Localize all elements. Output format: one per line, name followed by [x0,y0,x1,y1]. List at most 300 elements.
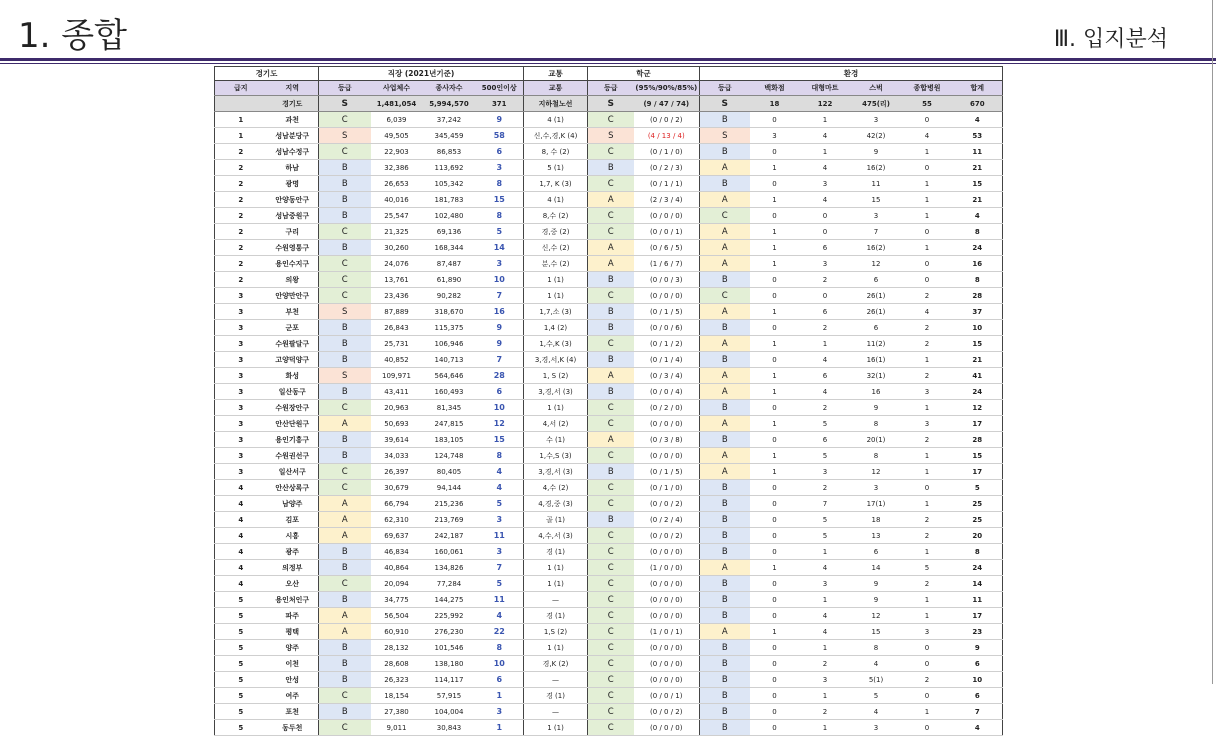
cell-school-grade: C [588,496,634,512]
slide-title: 1. 종합 [18,16,127,56]
cell-starbucks: 14 [851,560,902,576]
cell-tier: 3 [215,432,267,448]
group-header-row [215,67,1003,81]
cell-dept-store: 1 [750,192,800,208]
cell-employees: 105,342 [423,176,476,192]
cell-tier [215,96,267,112]
cell-employees: 160,493 [423,384,476,400]
cell-employees: 37,242 [423,112,476,128]
cell-dept-store: 0 [750,144,800,160]
cell-school-ratio: (0 / 0 / 3) [634,272,700,288]
cell-tier: 3 [215,352,267,368]
cell-mart: 4 [800,384,851,400]
cell-mart: 1 [800,544,851,560]
cell-work-grade: C [319,144,371,160]
cell-mart: 2 [800,480,851,496]
cell-transport: 경 (1) [524,688,588,704]
cell-work-grade: B [319,384,371,400]
cell-businesses: 28,608 [371,656,423,672]
cell-mart: 3 [800,576,851,592]
cell-school-ratio: (0 / 1 / 2) [634,336,700,352]
cell-work-grade: B [319,544,371,560]
cell-hospital: 1 [902,448,953,464]
group-gyeonggi: 경기도 [215,67,319,81]
cell-500plus: 3 [476,160,524,176]
cell-work-grade: C [319,272,371,288]
cell-employees: 183,105 [423,432,476,448]
cell-env-grade: B [700,480,750,496]
cell-env-grade: B [700,272,750,288]
cell-tier: 4 [215,480,267,496]
cell-businesses: 9,011 [371,720,423,736]
cell-school-ratio: (9 / 47 / 74) [634,96,700,112]
cell-hospital: 1 [902,208,953,224]
col-starbucks: 스벅 [851,81,902,96]
cell-500plus: 371 [476,96,524,112]
cell-mart: 6 [800,304,851,320]
cell-dept-store: 1 [750,160,800,176]
cell-dept-store: 1 [750,560,800,576]
cell-employees: 247,815 [423,416,476,432]
cell-500plus: 10 [476,656,524,672]
table-row [215,544,1003,560]
cell-dept-store: 1 [750,368,800,384]
cell-school-ratio: (0 / 2 / 4) [634,512,700,528]
cell-hospital: 2 [902,288,953,304]
cell-school-grade: C [588,544,634,560]
cell-employees: 140,713 [423,352,476,368]
cell-total: 11 [953,592,1003,608]
cell-hospital: 1 [902,608,953,624]
cell-businesses: 39,614 [371,432,423,448]
cell-hospital: 1 [902,704,953,720]
cell-school-ratio: (1 / 0 / 0) [634,560,700,576]
cell-work-grade: B [319,160,371,176]
cell-mart: 4 [800,352,851,368]
table-row [215,624,1003,640]
cell-work-grade: A [319,496,371,512]
cell-school-grade: C [588,720,634,736]
cell-starbucks: 26(1) [851,288,902,304]
cell-dept-store: 0 [750,704,800,720]
header-rule-thin [0,63,1216,64]
cell-mart: 7 [800,496,851,512]
table-row [215,608,1003,624]
cell-mart: 5 [800,512,851,528]
cell-mart: 5 [800,528,851,544]
cell-env-grade: B [700,112,750,128]
cell-transport: 골 (1) [524,512,588,528]
col-work-grade: 등급 [319,81,371,96]
cell-businesses: 1,481,054 [371,96,423,112]
cell-school-ratio: (0 / 1 / 0) [634,480,700,496]
cell-starbucks: 32(1) [851,368,902,384]
summary-table-wrap [214,66,1002,736]
cell-employees: 61,890 [423,272,476,288]
cell-total: 17 [953,416,1003,432]
cell-dept-store: 1 [750,336,800,352]
cell-transport: 신,수,경,K (4) [524,128,588,144]
cell-school-ratio: (0 / 1 / 0) [634,144,700,160]
cell-mart: 2 [800,656,851,672]
cell-500plus: 9 [476,320,524,336]
table-row [215,384,1003,400]
cell-500plus: 8 [476,640,524,656]
cell-starbucks: 9 [851,144,902,160]
cell-env-grade: C [700,288,750,304]
table-row [215,720,1003,736]
cell-dept-store: 0 [750,176,800,192]
cell-tier: 5 [215,688,267,704]
cell-school-ratio: (0 / 1 / 5) [634,304,700,320]
cell-work-grade: B [319,320,371,336]
table-row [215,688,1003,704]
table-row [215,656,1003,672]
cell-env-grade: B [700,496,750,512]
cell-hospital: 2 [902,512,953,528]
cell-transport: 수 (1) [524,432,588,448]
cell-500plus: 22 [476,624,524,640]
table-row [215,672,1003,688]
cell-employees: 106,946 [423,336,476,352]
cell-env-grade: A [700,448,750,464]
cell-starbucks: 3 [851,208,902,224]
cell-employees: 276,230 [423,624,476,640]
cell-transport: 1 (1) [524,576,588,592]
cell-school-grade: C [588,672,634,688]
cell-tier: 5 [215,720,267,736]
cell-dept-store: 18 [750,96,800,112]
cell-region: 일산동구 [267,384,319,400]
cell-businesses: 20,963 [371,400,423,416]
table-row [215,192,1003,208]
cell-region: 남양주 [267,496,319,512]
cell-dept-store: 0 [750,208,800,224]
cell-employees: 215,236 [423,496,476,512]
cell-total: 20 [953,528,1003,544]
cell-school-ratio: (0 / 0 / 0) [634,544,700,560]
cell-starbucks: 13 [851,528,902,544]
cell-transport: 4,수,서 (3) [524,528,588,544]
cell-500plus: 16 [476,304,524,320]
table-row [215,432,1003,448]
cell-school-ratio: (0 / 0 / 0) [634,448,700,464]
cell-businesses: 56,504 [371,608,423,624]
cell-hospital: 0 [902,688,953,704]
cell-transport: 5 (1) [524,160,588,176]
cell-school-grade: C [588,176,634,192]
cell-500plus: 8 [476,176,524,192]
cell-work-grade: B [319,448,371,464]
cell-work-grade: C [319,112,371,128]
cell-dept-store: 0 [750,656,800,672]
cell-businesses: 34,775 [371,592,423,608]
section-label: Ⅲ. 입지분석 [1053,27,1168,52]
cell-school-ratio: (0 / 0 / 0) [634,720,700,736]
cell-mart: 1 [800,112,851,128]
cell-total: 21 [953,160,1003,176]
cell-dept-store: 0 [750,288,800,304]
cell-total: 14 [953,576,1003,592]
cell-dept-store: 0 [750,592,800,608]
cell-employees: 318,670 [423,304,476,320]
cell-employees: 181,783 [423,192,476,208]
cell-region: 용인수지구 [267,256,319,272]
cell-region: 수원팔달구 [267,336,319,352]
cell-work-grade: C [319,720,371,736]
cell-env-grade: B [700,704,750,720]
cell-starbucks: 6 [851,544,902,560]
cell-work-grade: C [319,576,371,592]
cell-region: 안양만안구 [267,288,319,304]
cell-region: 광명 [267,176,319,192]
cell-starbucks: 16(2) [851,240,902,256]
cell-total: 10 [953,320,1003,336]
cell-dept-store: 0 [750,640,800,656]
cell-dept-store: 1 [750,624,800,640]
cell-hospital: 2 [902,368,953,384]
cell-hospital: 1 [902,352,953,368]
cell-tier: 4 [215,496,267,512]
cell-mart: 1 [800,144,851,160]
cell-school-grade: C [588,400,634,416]
cell-total: 16 [953,256,1003,272]
table-row [215,416,1003,432]
cell-school-grade: S [588,128,634,144]
cell-region: 구리 [267,224,319,240]
cell-starbucks: 16(2) [851,160,902,176]
cell-500plus: 3 [476,704,524,720]
col-employees: 종사자수 [423,81,476,96]
cell-hospital: 1 [902,144,953,160]
cell-employees: 80,405 [423,464,476,480]
cell-transport: 1,4 (2) [524,320,588,336]
cell-500plus: 5 [476,224,524,240]
cell-500plus: 9 [476,336,524,352]
col-tier: 급지 [215,81,267,96]
cell-hospital: 1 [902,496,953,512]
cell-tier: 3 [215,416,267,432]
cell-dept-store: 1 [750,256,800,272]
col-mart: 대형마트 [800,81,851,96]
cell-hospital: 1 [902,240,953,256]
cell-region: 과천 [267,112,319,128]
cell-school-ratio: (0 / 1 / 1) [634,176,700,192]
col-dept-store: 백화점 [750,81,800,96]
cell-employees: 90,282 [423,288,476,304]
table-row [215,528,1003,544]
cell-mart: 1 [800,592,851,608]
cell-dept-store: 3 [750,128,800,144]
cell-work-grade: A [319,608,371,624]
cell-region: 안산상록구 [267,480,319,496]
cell-tier: 5 [215,672,267,688]
cell-env-grade: B [700,400,750,416]
cell-env-grade: B [700,608,750,624]
cell-work-grade: B [319,672,371,688]
cell-mart: 1 [800,640,851,656]
cell-businesses: 40,016 [371,192,423,208]
cell-dept-store: 1 [750,464,800,480]
cell-dept-store: 0 [750,528,800,544]
header-rule [0,58,1216,61]
cell-work-grade: C [319,256,371,272]
cell-500plus: 3 [476,544,524,560]
cell-dept-store: 1 [750,416,800,432]
cell-hospital: 2 [902,336,953,352]
cell-hospital: 55 [902,96,953,112]
cell-hospital: 2 [902,576,953,592]
cell-dept-store: 0 [750,272,800,288]
cell-region: 수원영통구 [267,240,319,256]
cell-starbucks: 9 [851,400,902,416]
cell-mart: 3 [800,672,851,688]
cell-transport: 1 (1) [524,560,588,576]
cell-dept-store: 1 [750,384,800,400]
col-env-grade: 등급 [700,81,750,96]
cell-school-grade: C [588,592,634,608]
cell-work-grade: A [319,528,371,544]
cell-transport: 1 (1) [524,288,588,304]
cell-businesses: 18,154 [371,688,423,704]
cell-school-ratio: (4 / 13 / 4) [634,128,700,144]
cell-starbucks: 5 [851,688,902,704]
cell-500plus: 6 [476,672,524,688]
cell-transport: — [524,672,588,688]
cell-businesses: 22,903 [371,144,423,160]
table-row [215,336,1003,352]
cell-school-ratio: (0 / 0 / 4) [634,384,700,400]
cell-tier: 4 [215,512,267,528]
cell-500plus: 1 [476,688,524,704]
cell-env-grade: B [700,656,750,672]
cell-500plus: 4 [476,608,524,624]
cell-hospital: 0 [902,480,953,496]
cell-tier: 4 [215,576,267,592]
cell-work-grade: B [319,704,371,720]
cell-region: 평택 [267,624,319,640]
table-row [215,464,1003,480]
cell-total: 17 [953,608,1003,624]
cell-starbucks: 11(2) [851,336,902,352]
cell-work-grade: B [319,192,371,208]
cell-region: 시흥 [267,528,319,544]
cell-school-grade: C [588,224,634,240]
cell-env-grade: A [700,192,750,208]
cell-transport: 3,경,서 (3) [524,464,588,480]
cell-env-grade: B [700,528,750,544]
cell-hospital: 1 [902,192,953,208]
cell-school-grade: C [588,576,634,592]
cell-school-ratio: (0 / 2 / 0) [634,400,700,416]
table-row [215,240,1003,256]
cell-mart: 3 [800,256,851,272]
cell-region: 파주 [267,608,319,624]
cell-total: 4 [953,208,1003,224]
cell-businesses: 24,076 [371,256,423,272]
table-row [215,480,1003,496]
cell-mart: 4 [800,160,851,176]
cell-school-grade: C [588,336,634,352]
cell-hospital: 0 [902,656,953,672]
cell-employees: 69,136 [423,224,476,240]
cell-region: 화성 [267,368,319,384]
cell-hospital: 1 [902,176,953,192]
cell-500plus: 1 [476,720,524,736]
cell-500plus: 7 [476,288,524,304]
cell-starbucks: 9 [851,576,902,592]
cell-starbucks: 8 [851,640,902,656]
table-row [215,128,1003,144]
cell-businesses: 20,094 [371,576,423,592]
cell-businesses: 25,731 [371,336,423,352]
cell-hospital: 0 [902,272,953,288]
cell-env-grade: B [700,320,750,336]
table-row [215,256,1003,272]
cell-500plus: 10 [476,272,524,288]
cell-starbucks: 3 [851,112,902,128]
cell-mart: 3 [800,464,851,480]
cell-dept-store: 0 [750,496,800,512]
cell-total: 670 [953,96,1003,112]
table-row [215,208,1003,224]
cell-starbucks: 18 [851,512,902,528]
cell-total: 12 [953,400,1003,416]
cell-work-grade: B [319,176,371,192]
cell-total: 37 [953,304,1003,320]
cell-500plus: 4 [476,464,524,480]
cell-school-grade: C [588,624,634,640]
cell-500plus: 12 [476,416,524,432]
cell-starbucks: 17(1) [851,496,902,512]
cell-total: 25 [953,496,1003,512]
cell-school-ratio: (1 / 0 / 1) [634,624,700,640]
cell-hospital: 0 [902,224,953,240]
cell-work-grade: B [319,336,371,352]
table-row [215,272,1003,288]
cell-500plus: 6 [476,384,524,400]
cell-region: 성남중원구 [267,208,319,224]
cell-starbucks: 4 [851,656,902,672]
cell-tier: 5 [215,592,267,608]
cell-school-ratio: (0 / 0 / 0) [634,656,700,672]
cell-work-grade: C [319,688,371,704]
cell-dept-store: 0 [750,544,800,560]
cell-dept-store: 0 [750,672,800,688]
cell-env-grade: A [700,384,750,400]
cell-businesses: 30,260 [371,240,423,256]
cell-dept-store: 0 [750,576,800,592]
col-transport: 교통 [524,81,588,96]
cell-work-grade: A [319,512,371,528]
cell-school-ratio: (0 / 0 / 6) [634,320,700,336]
cell-work-grade: B [319,592,371,608]
cell-env-grade: C [700,208,750,224]
cell-school-ratio: (0 / 0 / 2) [634,112,700,128]
cell-tier: 1 [215,112,267,128]
cell-transport: 1 (1) [524,272,588,288]
cell-businesses: 13,761 [371,272,423,288]
cell-env-grade: A [700,336,750,352]
cell-work-grade: S [319,368,371,384]
cell-tier: 4 [215,528,267,544]
col-businesses: 사업체수 [371,81,423,96]
cell-500plus: 15 [476,192,524,208]
cell-businesses: 40,864 [371,560,423,576]
table-row [215,352,1003,368]
cell-school-grade: S [588,96,634,112]
cell-total: 17 [953,464,1003,480]
